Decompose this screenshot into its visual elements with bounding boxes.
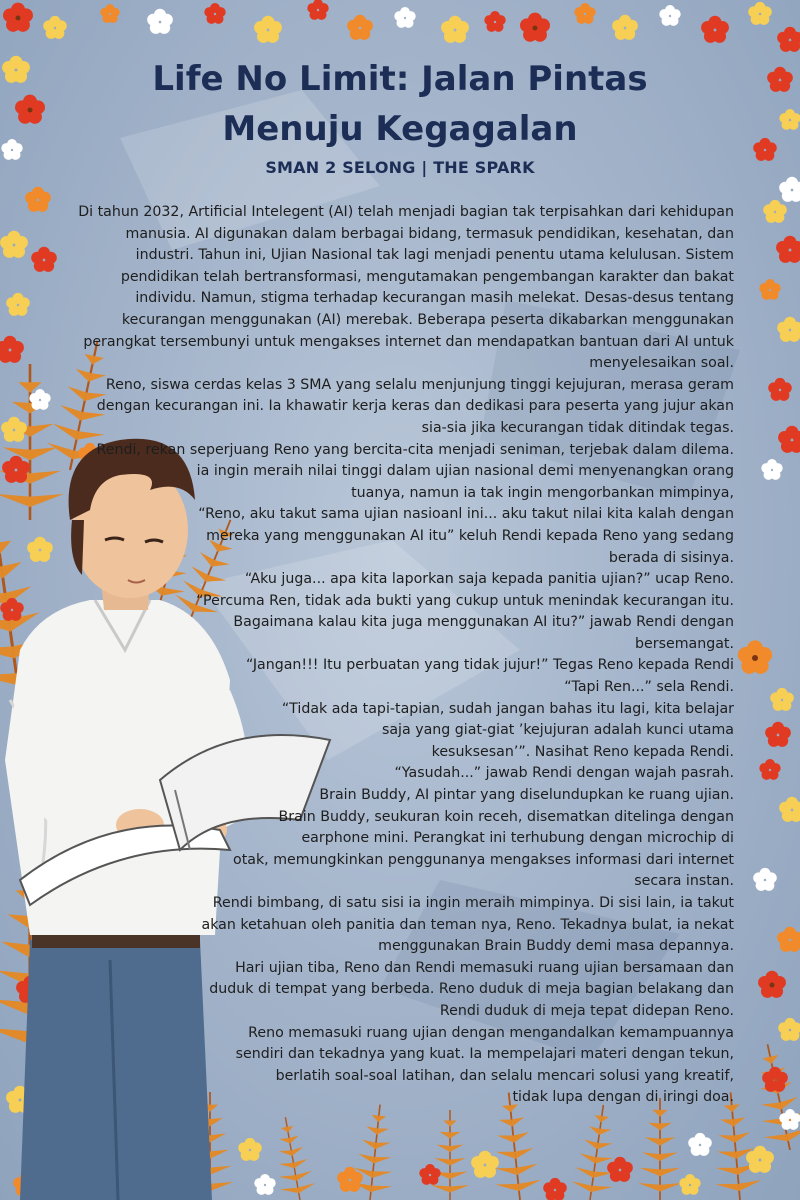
story-line: menggunakan Brain Buddy demi masa depannya. — [378, 938, 734, 955]
title-line-2: Menuju Kegagalan — [222, 109, 578, 149]
story-line: individu. Namun, stigma terhadap kecurangan masih melekat. Desas-desus tentang — [135, 290, 734, 307]
story-line: “Jangan!!! Itu perbuatan yang tidak jujur!” Tegas Reno kepada Rendi — [245, 657, 734, 674]
story-line: Reno, siswa cerdas kelas 3 SMA yang selalu menjunjung tinggi kejujuran, merasa geram — [105, 376, 734, 393]
story-line: kecurangan menggunakan (AI) merebak. Beberapa peserta dikabarkan menggunakan — [121, 311, 734, 328]
page-title — [0, 54, 800, 154]
story-line: kesuksesan’”. Nasihat Reno kepada Rendi. — [431, 743, 734, 760]
story-line: “Tapi Ren...” sela Rendi. — [564, 679, 734, 696]
story-line: dengan kecurangan ini. Ia khawatir kerja keras dan dedikasi para peserta yang jujur akan — [96, 398, 734, 415]
story-line: “Aku juga... apa kita laporkan saja kepada panitia ujian?” ucap Reno. — [244, 571, 734, 588]
title-line-1: Life No Limit: Jalan Pintas — [152, 59, 648, 99]
story-line: earphone mini. Perangkat ini terhubung dengan microchip di — [301, 830, 734, 847]
story-line: otak, memungkinkan penggunanya mengakses informasi dari internet — [233, 851, 734, 868]
story-line: perangkat tersembunyi untuk mengakses internet dan mendapatkan bantuan dari AI untuk — [83, 333, 734, 350]
story-line: saja yang giat-giat ’kejujuran adalah kunci utama — [381, 722, 734, 739]
story-line: Brain Buddy, seukuran koin receh, disematkan ditelinga dengan — [278, 808, 734, 825]
story-line: mereka yang menggunakan AI itu” keluh Rendi kepada Reno yang sedang — [206, 527, 734, 544]
story-line: Di tahun 2032, Artificial Intelegent (AI) telah menjadi bagian tak terpisahkan dari kehidupan — [78, 204, 734, 220]
story-line: “Tidak ada tapi-tapian, sudah jangan bahas itu lagi, kita belajar — [281, 700, 734, 717]
story-line: “Percuma Ren, tidak ada bukti yang cukup untuk menindak kecurangan itu. — [196, 592, 734, 609]
story-line: Hari ujian tiba, Reno dan Rendi memasuki ruang ujian bersamaan dan — [235, 959, 734, 976]
story-line: sia-sia jika kecurangan tidak ditindak tegas. — [421, 419, 734, 436]
story-line: Rendi bimbang, di satu sisi ia ingin meraih mimpinya. Di sisi lain, ia takut — [212, 895, 734, 911]
flowers-top — [3, 0, 800, 52]
story-line: “Yasudah...” jawab Rendi dengan wajah pasrah. — [394, 765, 734, 782]
story-line: Reno memasuki ruang ujian dengan mengandalkan kemampuannya — [248, 1024, 734, 1041]
story-line: tidak lupa dengan di iringi doa. — [512, 1089, 734, 1106]
story-line: Brain Buddy, AI pintar yang diselundupkan ke ruang ujian. — [319, 787, 734, 804]
story-line: Rendi duduk di meja tepat didepan Reno. — [439, 1002, 734, 1019]
story-line: “Reno, aku takut sama ujian nasioanl ini... aku takut nilai kita kalah dengan — [198, 506, 734, 523]
story-line: akan ketahuan oleh panitia dan teman nya, Reno. Tekadnya bulat, ia nekat — [201, 916, 734, 933]
story-line: industri. Tahun ini, Ujian Nasional tak lagi menjadi penentu utama kelulusan. Sistem — [135, 247, 734, 264]
story-line: sendiri dan tekadnya yang kuat. Ia mempelajari materi dengan tekun, — [235, 1046, 734, 1063]
story-line: bersemangat. — [635, 635, 734, 652]
story-line: Bagaimana kalau kita juga menggunakan AI itu?” jawab Rendi dengan — [233, 614, 734, 631]
story-line: secara instan. — [634, 873, 734, 890]
story-body — [40, 202, 734, 1109]
story-line: menyelesaikan soal. — [589, 355, 734, 372]
story-line: ia ingin meraih nilai tinggi dalam ujian nasional demi menyenangkan orang — [196, 463, 734, 480]
story-line: berada di sisinya. — [608, 549, 734, 566]
story-line: pendidikan telah bertransformasi, mengutamakan pengembangan karakter dan bakat — [120, 268, 734, 285]
story-line: Rendi, rekan seperjuang Reno yang bercita-cita menjadi seniman, terjebak dalam dilema. — [96, 441, 734, 458]
story-line: duduk di tempat yang berbeda. Reno duduk di meja bagian belakang dan — [209, 981, 734, 998]
story-line: tuanya, namun ia tak ingin mengorbankan mimpinya, — [351, 484, 734, 501]
subtitle: SMAN 2 SELONG | THE SPARK — [265, 158, 535, 177]
story-line: berlatih soal-soal latihan, dan selalu mencari solusi yang kreatif, — [275, 1067, 734, 1084]
flowers-right — [738, 67, 800, 1173]
story-line: manusia. AI digunakan dalam berbagai bidang, termasuk pendidikan, kesehatan, dan — [125, 225, 734, 242]
